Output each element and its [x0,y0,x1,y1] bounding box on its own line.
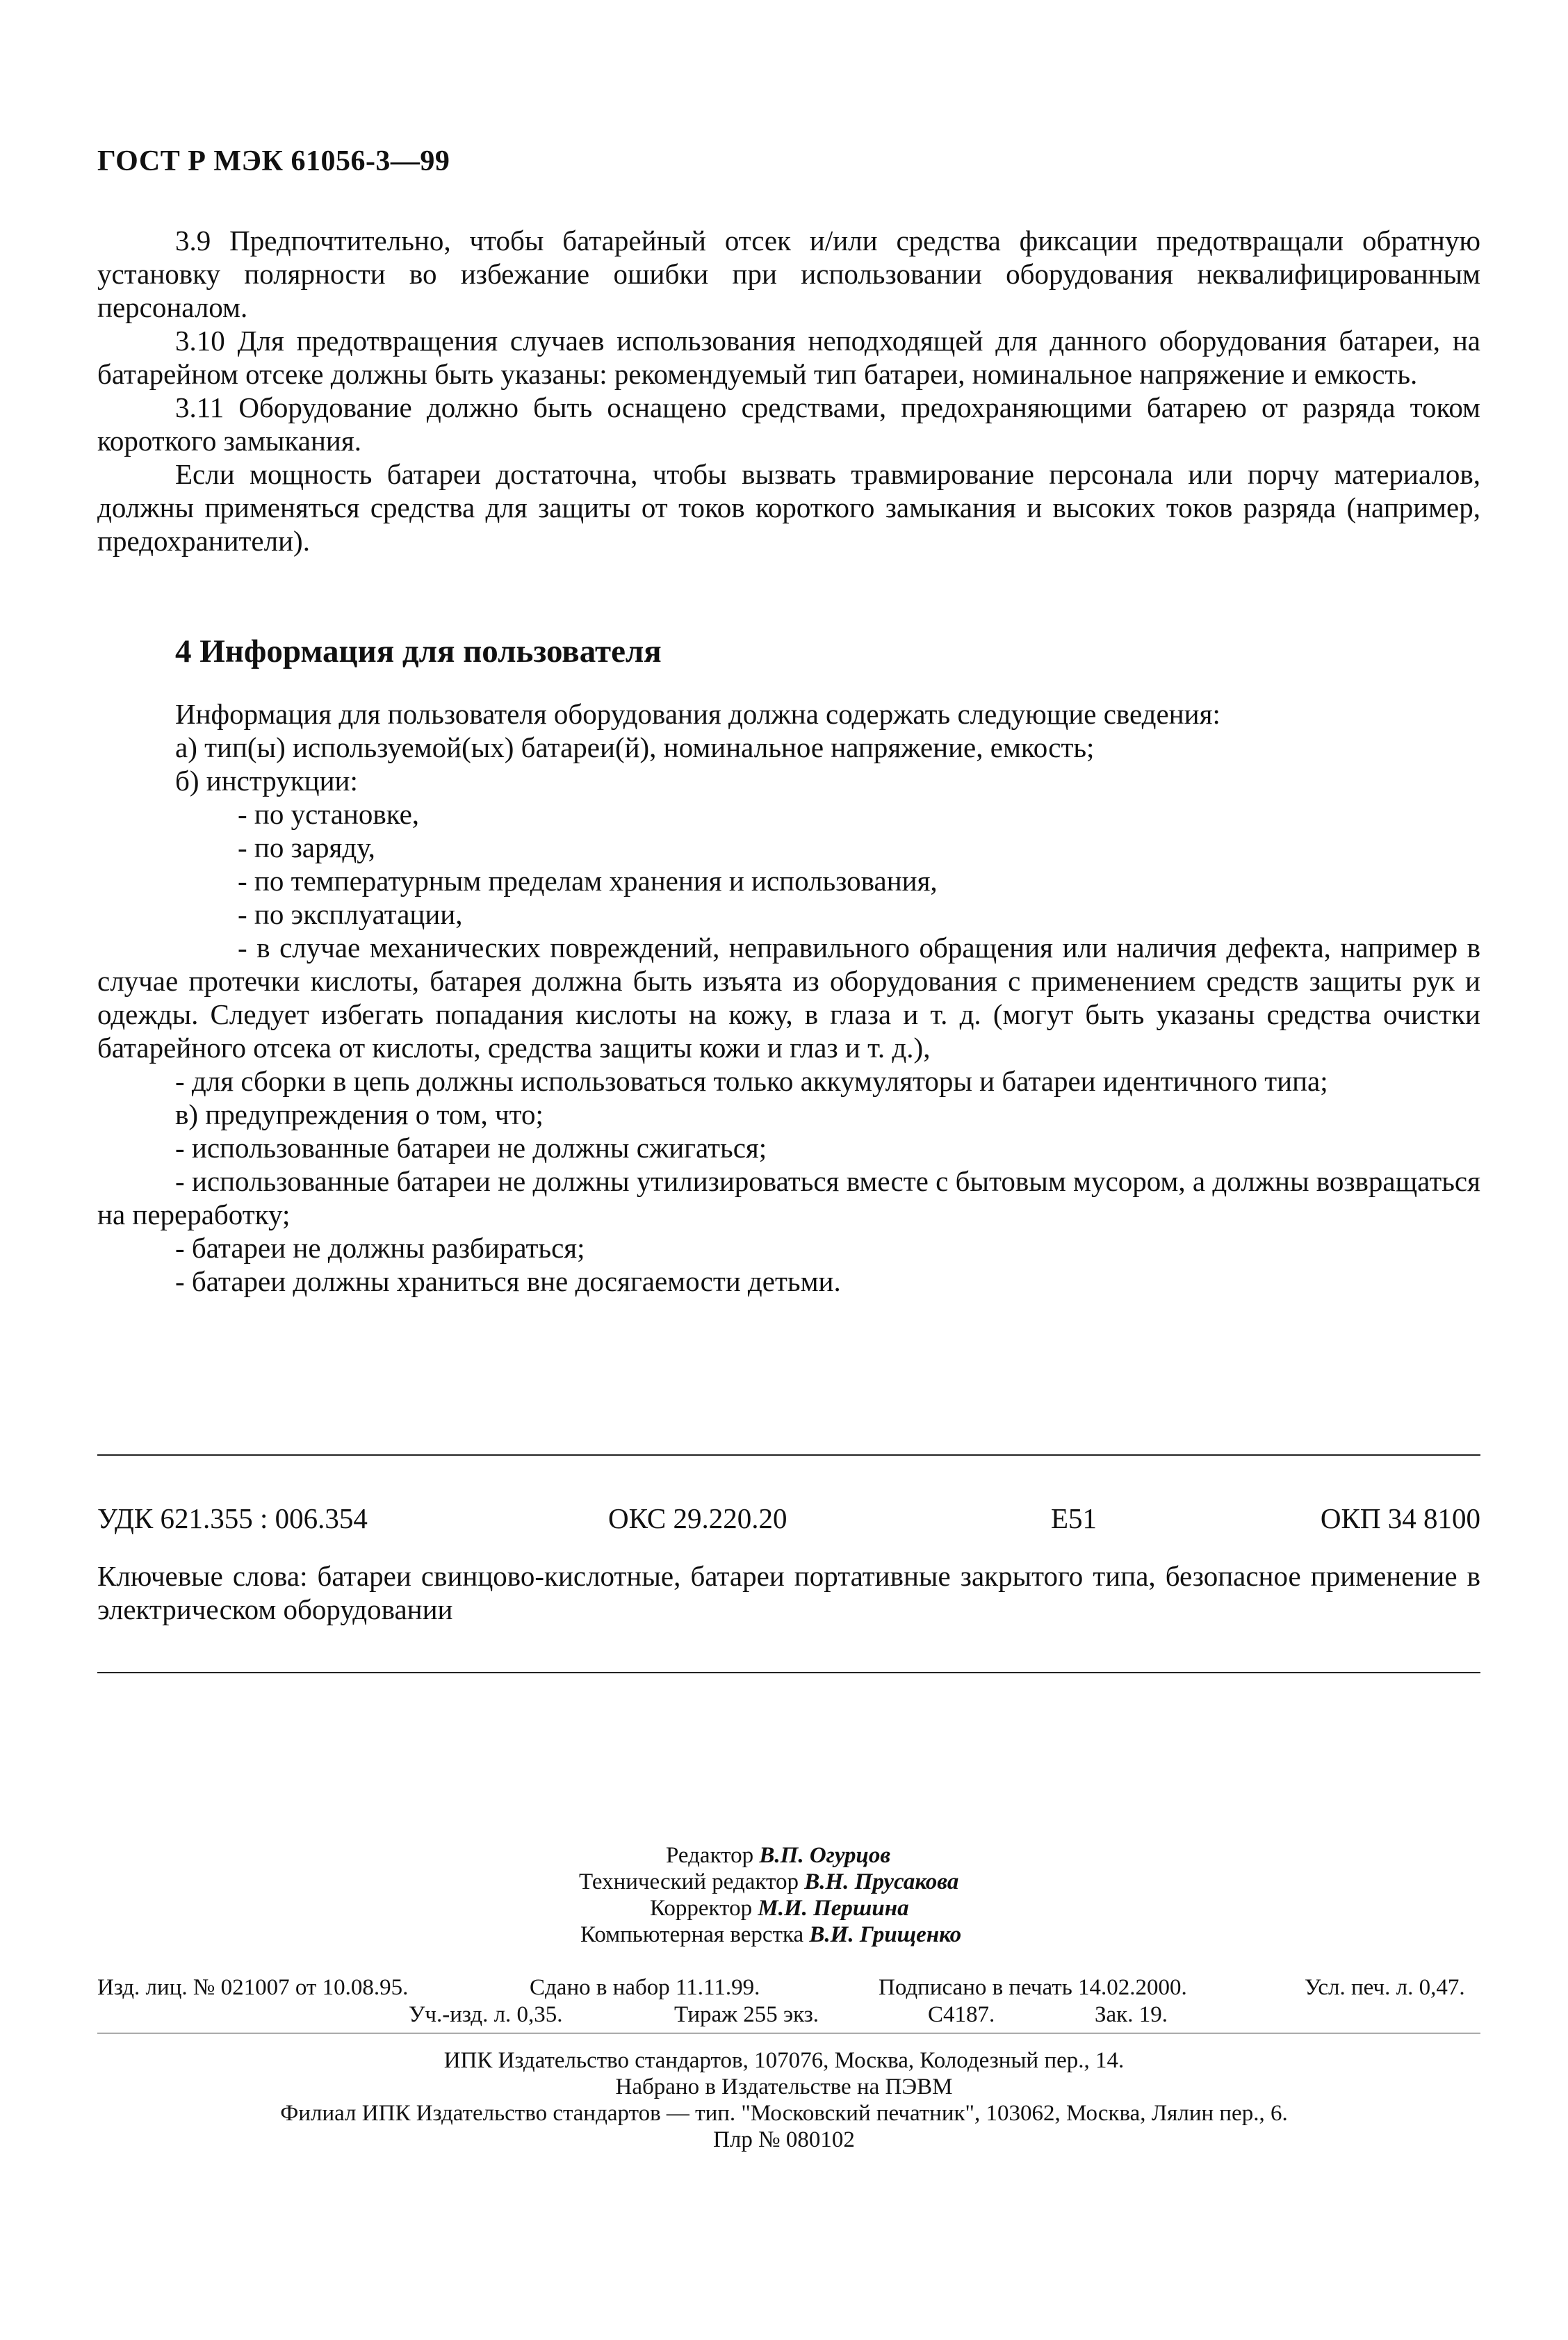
paragraph-3-11-continued: Если мощность батареи достаточна, чтобы вызвать травмирование персонала или порчу материалов, должны применяться средства для защиты от токов короткого замыкания и высоких токов разряда (например, предохранители). [97,458,1480,557]
list-subitem: - по температурным пределам хранения и использования, [238,865,938,897]
e-code: Е51 [1051,1502,1097,1534]
list-subitem: - по заряду, [238,831,375,863]
credit-editor-name: В.П. Огурцов [759,1843,891,1868]
list-item-a: а) тип(ы) используемой(ых) батареи(й), номинальное напряжение, емкость; [175,731,1095,763]
list-subitem: - батареи должны храниться вне досягаемости детьми. [175,1265,841,1297]
credit-corrector-name: М.И. Першина [758,1896,909,1921]
imprint-pub-sheets: Уч.-изд. л. 0,35. [409,2002,563,2027]
imprint-order: Зак. 19. [1095,2002,1168,2027]
list-subitem-assembly: - для сборки в цепь должны использоваться только аккумуляторы и батареи идентичного типа; [175,1065,1328,1097]
credit-tech-editor [579,1869,958,1895]
imprint-run: Тираж 255 экз. [674,2002,819,2027]
section-4-title: 4 Информация для пользователя [175,633,662,669]
paragraph-3-9: 3.9 Предпочтительно, чтобы батарейный отсек и/или средства фиксации предотвращали обратную установку полярности во избежание ошибки при использовании оборудования неквалифицированным персоналом. [97,225,1480,323]
classification-row [97,1502,1480,1536]
divider-bottom [97,1672,1480,1673]
list-subitem: - использованные батареи не должны утилизироваться вместе с бытовым мусором, а должны возвращаться на переработку; [97,1165,1480,1230]
imprint-code: С4187. [928,2002,995,2027]
imprint-sent: Сдано в набор 11.11.99. [530,1975,760,2000]
list-item-c: в) предупреждения о том, что; [175,1098,544,1130]
udk-code: УДК 621.355 : 006.354 [97,1502,368,1534]
credit-layout-name: В.И. Грищенко [809,1922,962,1947]
publisher-line-2: Набрано в Издательстве на ПЭВМ [615,2074,953,2099]
okp-code: ОКП 34 8100 [1320,1502,1480,1534]
credit-layout-label: Компьютерная верстка [580,1922,804,1947]
section-4-body [97,697,1480,1298]
credit-layout [580,1921,961,1948]
paragraph-3-11: 3.11 Оборудование должно быть оснащено средствами, предохраняющими батарею от разряда током короткого замыкания. [97,391,1480,457]
publisher-line-1: ИПК Издательство стандартов, 107076, Москва, Колодезный пер., 14. [443,2048,1125,2073]
credit-tech-editor-name: В.Н. Прусакова [804,1869,959,1894]
credit-corrector-label: Корректор [650,1896,753,1921]
list-subitem: - использованные батареи не должны сжигаться; [175,1132,767,1164]
list-subitem: - по эксплуатации, [238,898,463,930]
list-subitem-damage: - в случае механических повреждений, неправильного обращения или наличия дефекта, например в случае протечки кислоты, батарея должна быть изъята из оборудования с применением средств защиты рук и одежды. Следует избегать попадания кислоты на кожу, в глаза и т. д. (могут быть указаны средства очистки батарейного отсека от кислоты, средства защиты кожи и глаз и т. д.), [97,932,1480,1064]
credit-editor [666,1842,890,1869]
list-subitem: - батареи не должны разбираться; [175,1232,585,1264]
credit-tech-editor-label: Технический редактор [579,1869,799,1894]
oks-code: ОКС 29.220.20 [608,1502,787,1534]
imprint-print-sheets: Усл. печ. л. 0,47. [1305,1975,1465,2000]
keywords: Ключевые слова: батареи свинцово-кислотные, батареи портативные закрытого типа, безопасное применение в электрическом оборудовании [97,1560,1480,1625]
imprint-license: Изд. лиц. № 021007 от 10.08.95. [97,1975,409,2000]
publisher-line-4: Плр № 080102 [713,2127,855,2152]
section-4-intro: Информация для пользователя оборудования должна содержать следующие сведения: [175,698,1220,730]
divider-top [97,1454,1480,1456]
list-subitem: - по установке, [238,798,420,830]
clause-3-block [97,224,1480,558]
imprint-signed: Подписано в печать 14.02.2000. [879,1975,1187,2000]
document-code: ГОСТ Р МЭК 61056-3—99 [97,145,450,177]
publisher-line-3: Филиал ИПК Издательство стандартов — тип. "Московский печатник", 103062, Москва, Лялин пер., 6. [280,2101,1288,2126]
paragraph-3-10: 3.10 Для предотвращения случаев использования неподходящей для данного оборудования батареи, на батарейном отсеке должны быть указаны: рекомендуемый тип батареи, номинальное напряжение и емкость. [97,325,1480,390]
list-item-b: б) инструкции: [175,765,358,797]
credit-corrector [650,1895,909,1921]
credit-editor-label: Редактор [666,1843,754,1868]
